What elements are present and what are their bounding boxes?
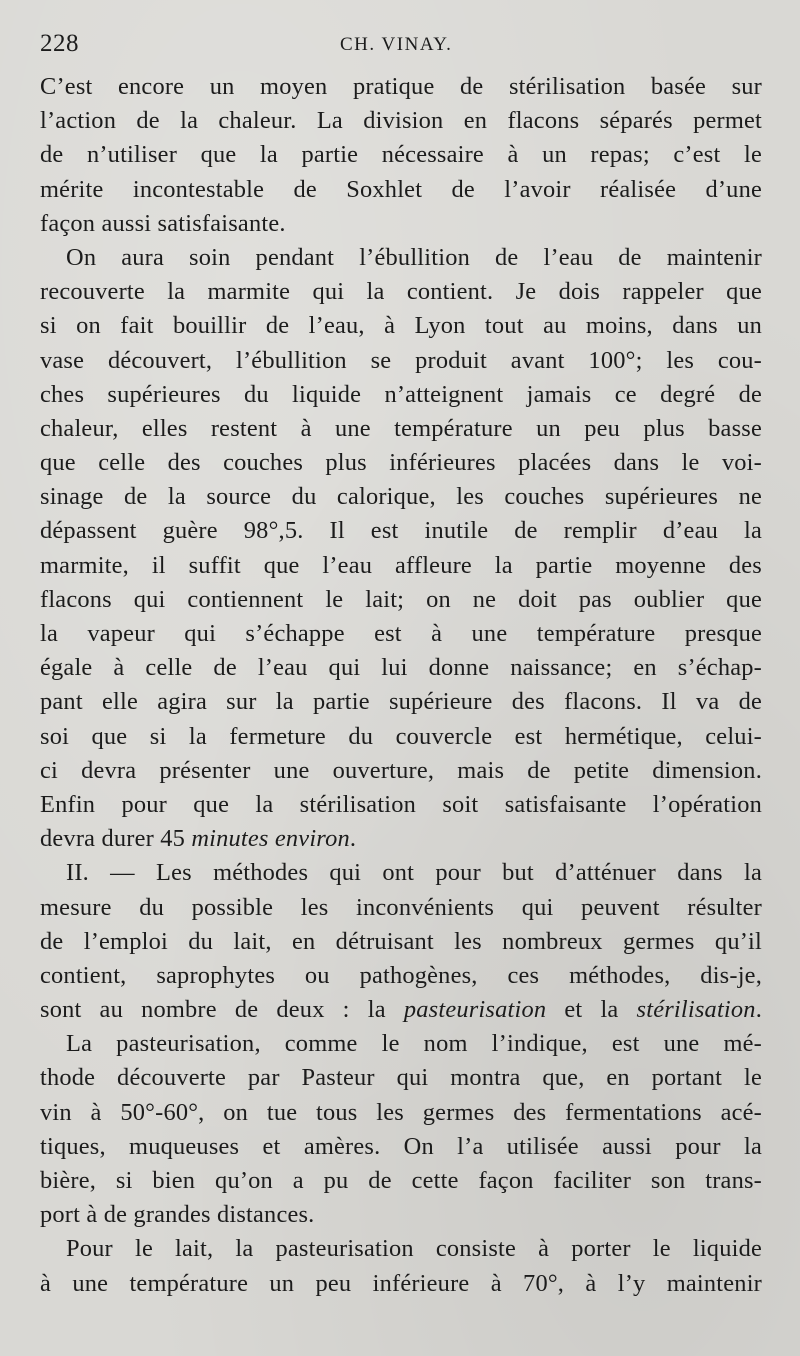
text-line: Enfin pour que la stérilisation soit satisfaisante l’opération <box>40 790 762 818</box>
book-page <box>40 30 762 1301</box>
text-line: thode découverte par Pasteur qui montra que, en portant le <box>40 1064 762 1092</box>
text-line: contient, saprophytes ou pathogènes, ces méthodes, dis-je, <box>40 961 762 989</box>
duration-prefix: devra durer 45 <box>40 825 192 853</box>
text-line: façon aussi satisfaisante. <box>40 209 286 237</box>
text-line: sinage de la source du calorique, les couches supérieures ne <box>40 483 762 511</box>
text-line: bière, si bien qu’on a pu de cette façon faciliter son trans- <box>40 1167 762 1194</box>
text-line-duration <box>40 822 762 856</box>
text-line: égale à celle de l’eau qui lui donne naissance; en s’échap- <box>40 654 762 682</box>
text-line: vase découvert, l’ébullition se produit avant 100°; les cou- <box>40 346 762 374</box>
text-line: chaleur, elles restent à une température un peu plus basse <box>40 414 762 442</box>
text-line: l’action de la chaleur. La division en flacons séparés permet <box>40 107 762 135</box>
pasteurisation-italic: pasteurisation <box>403 996 547 1024</box>
text-line-methods <box>40 993 762 1027</box>
text-line: si on fait bouillir de l’eau, à Lyon tout au moins, dans un <box>40 312 762 340</box>
duration-italic: minutes environ <box>191 825 350 853</box>
text-line: pant elle agira sur la partie supérieure des flacons. Il va de <box>40 688 762 716</box>
text-line: C’est encore un moyen pratique de stérilisation basée sur <box>40 73 762 100</box>
text-line: la vapeur qui s’échappe est à une température presque <box>40 620 762 647</box>
text-line: que celle des couches plus inférieures placées dans le voi- <box>40 449 762 477</box>
body-text <box>40 70 762 1301</box>
page-number: 228 <box>40 30 79 57</box>
duration-end: . <box>349 825 357 853</box>
methods-end: . <box>755 996 763 1024</box>
methods-conjunction: et la <box>546 996 637 1024</box>
text-line: vin à 50°-60°, on tue tous les germes des fermentations acé- <box>40 1098 762 1126</box>
text-line: mérite incontestable de Soxhlet de l’avoir réalisée d’une <box>40 175 762 203</box>
text-line: de l’emploi du lait, en détruisant les nombreux germes qu’il <box>40 927 762 955</box>
text-line: marmite, il suffit que l’eau affleure la partie moyenne des <box>40 551 762 579</box>
text-line: tiques, muqueuses et amères. On l’a utilisée aussi pour la <box>40 1132 762 1160</box>
text-line: Pour le lait, la pasteurisation consiste à porter le liquide <box>66 1235 762 1263</box>
text-line: mesure du possible les inconvénients qui peuvent résulter <box>40 893 762 921</box>
text-line: port à de grandes distances. <box>40 1201 315 1229</box>
sterilisation-italic: stérilisation <box>636 996 756 1024</box>
text-line: à une température un peu inférieure à 70°, à l’y maintenir <box>40 1269 762 1297</box>
text-line: de n’utiliser que la partie nécessaire à un repas; c’est le <box>40 141 762 169</box>
text-line: ches supérieures du liquide n’atteignent jamais ce degré de <box>40 380 762 408</box>
text-line: II. — Les méthodes qui ont pour but d’atténuer dans la <box>66 859 762 887</box>
text-line: ci devra présenter une ouverture, mais de petite dimension. <box>40 756 762 784</box>
methods-prefix: sont au nombre de deux : la <box>40 996 404 1024</box>
text-line: flacons qui contiennent le lait; on ne doit pas oublier que <box>40 585 762 613</box>
running-head <box>40 30 762 70</box>
text-line: soi que si la fermeture du couvercle est hermétique, celui- <box>40 722 762 750</box>
text-line: recouverte la marmite qui la contient. Je dois rappeler que <box>40 278 762 306</box>
running-title: CH. VINAY. <box>340 34 453 55</box>
text-line: On aura soin pendant l’ébullition de l’eau de maintenir <box>66 243 762 271</box>
text-line: dépassent guère 98°,5. Il est inutile de remplir d’eau la <box>40 517 762 545</box>
text-line: La pasteurisation, comme le nom l’indique, est une mé- <box>66 1030 762 1058</box>
